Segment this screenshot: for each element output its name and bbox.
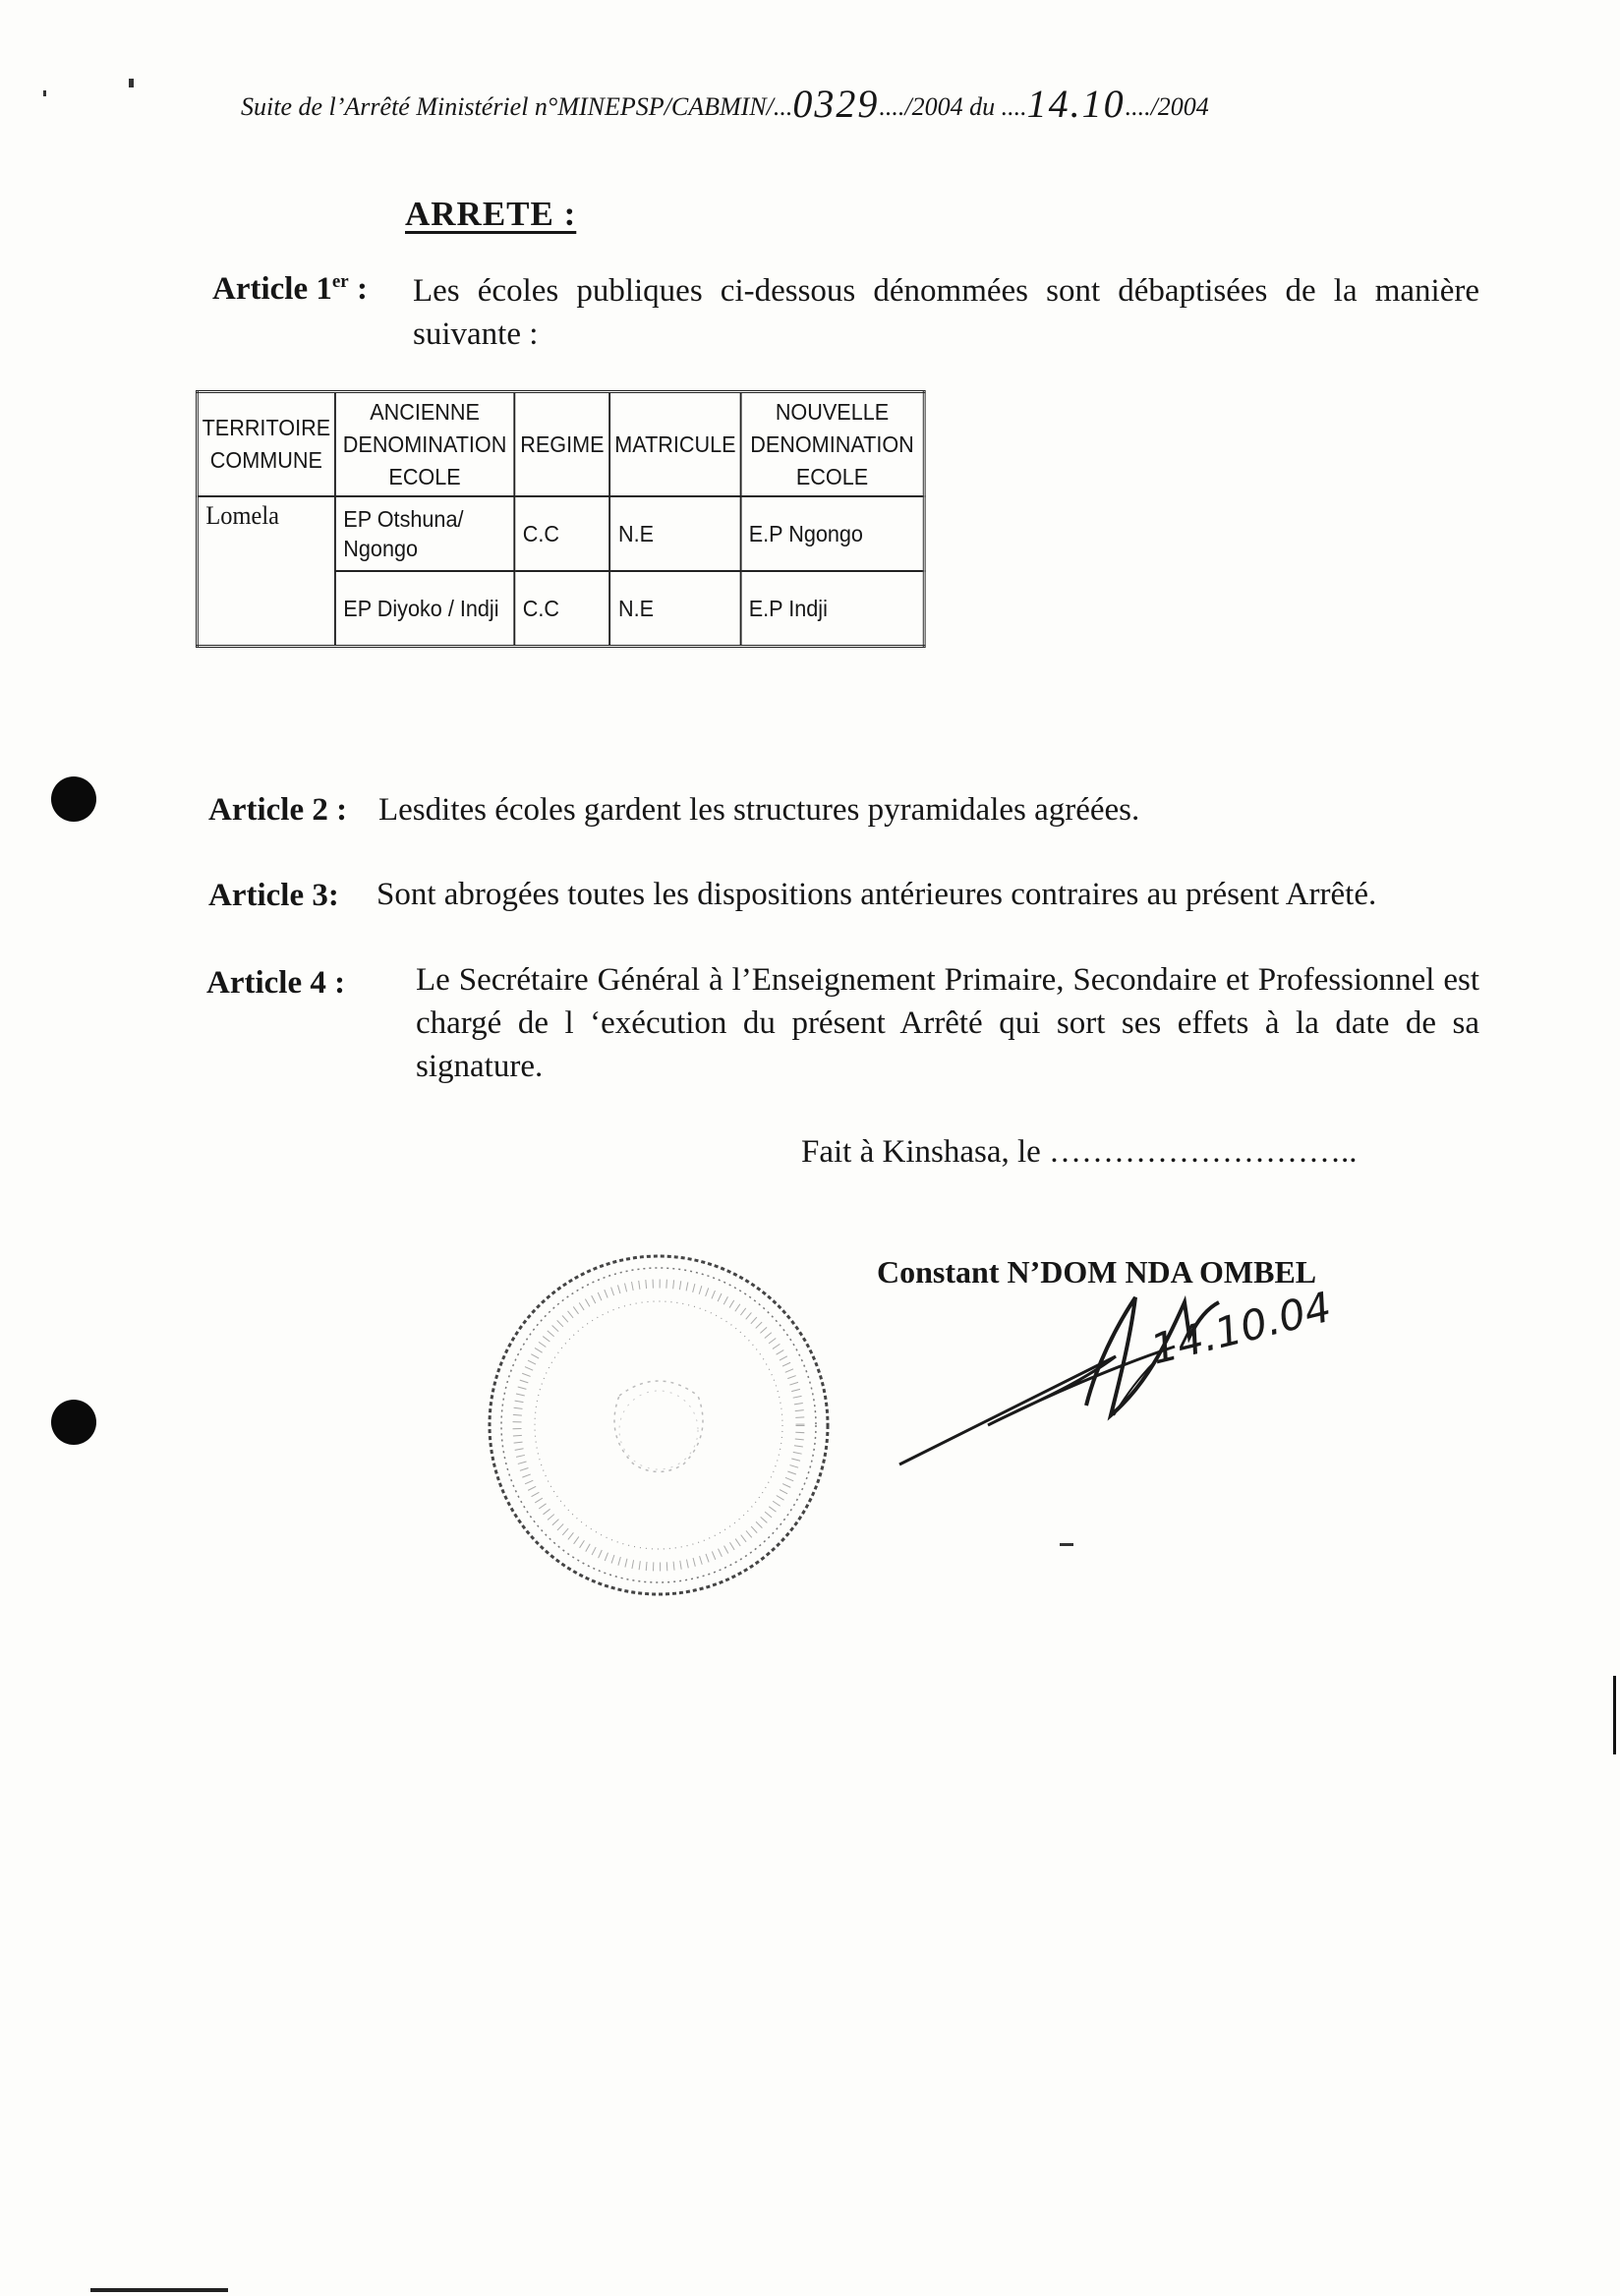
- decree-date: 14.10: [1026, 82, 1126, 126]
- regime-cell: C.C: [514, 571, 609, 647]
- header-prefix: Suite de l’Arrêté Ministériel n°MINEPSP/CABMIN/...: [241, 92, 793, 121]
- nouvelle-cell: E.P Indji: [740, 571, 924, 647]
- signatory-name: Constant N’DOM NDA OMBEL: [877, 1254, 1317, 1290]
- scan-mark: [90, 2288, 228, 2292]
- column-header-regime: REGIME: [514, 392, 609, 497]
- article-3-label: Article 3:: [208, 878, 339, 913]
- article-4-text: Le Secrétaire Général à l’Enseignement Primaire, Secondaire et Professionnel est chargé de l ‘exécution du présent Arrêté qui sort ses effets à la date de sa signature.: [416, 962, 1479, 1084]
- punch-hole-bottom: [51, 1400, 96, 1445]
- table-row: [197, 496, 924, 571]
- header-year-suffix: ..../2004: [1125, 92, 1209, 121]
- regime-cell: C.C: [514, 496, 609, 571]
- arrete-title: ARRETE :: [405, 195, 577, 233]
- article-3-text: Sont abrogées toutes les dispositions antérieures contraires au présent Arrêté.: [376, 877, 1377, 912]
- scan-mark: [1060, 1543, 1073, 1546]
- article-2-label: Article 2 :: [208, 792, 348, 828]
- column-header-matricule: MATRICULE: [610, 392, 741, 497]
- place-date-line: Fait à Kinshasa, le ………………………..: [801, 1134, 1358, 1170]
- column-header-nouvelle: NOUVELLE DENOMINATION ECOLE: [740, 392, 924, 497]
- nouvelle-cell: E.P Ngongo: [740, 496, 924, 571]
- column-header-ancienne: ANCIENNE DENOMINATION ECOLE: [335, 392, 514, 497]
- ancienne-cell: EP Otshuna/ Ngongo: [335, 496, 514, 571]
- matricule-cell: N.E: [610, 571, 741, 647]
- decree-reference-header: [241, 81, 1440, 127]
- school-renaming-table: [196, 390, 926, 648]
- punch-hole-top: [51, 776, 96, 822]
- column-header-territoire: TERRITOIRE COMMUNE: [197, 392, 334, 497]
- scan-mark: [129, 79, 134, 87]
- scan-mark: [43, 90, 46, 96]
- article-4-label: Article 4 :: [206, 965, 346, 1001]
- ancienne-cell: EP Diyoko / Indji: [335, 571, 514, 647]
- article-1-label: Article 1er :: [212, 271, 368, 307]
- matricule-cell: N.E: [610, 496, 741, 571]
- signature-date: 14.10.04: [1145, 1282, 1337, 1374]
- scan-mark: [1613, 1676, 1616, 1754]
- decree-number: 0329: [792, 82, 880, 126]
- header-year-part: ..../2004 du ....: [879, 92, 1027, 121]
- table-header-row: [197, 392, 924, 497]
- article-2-text: Lesdites écoles gardent les structures pyramidales agréées.: [378, 792, 1140, 828]
- official-seal-icon: [482, 1248, 836, 1602]
- commune-cell: Lomela: [197, 496, 334, 647]
- handwritten-signature-icon: [890, 1278, 1381, 1474]
- article-1-text: Les écoles publiques ci-dessous dénommées sont débaptisées de la manière suivante :: [413, 273, 1479, 352]
